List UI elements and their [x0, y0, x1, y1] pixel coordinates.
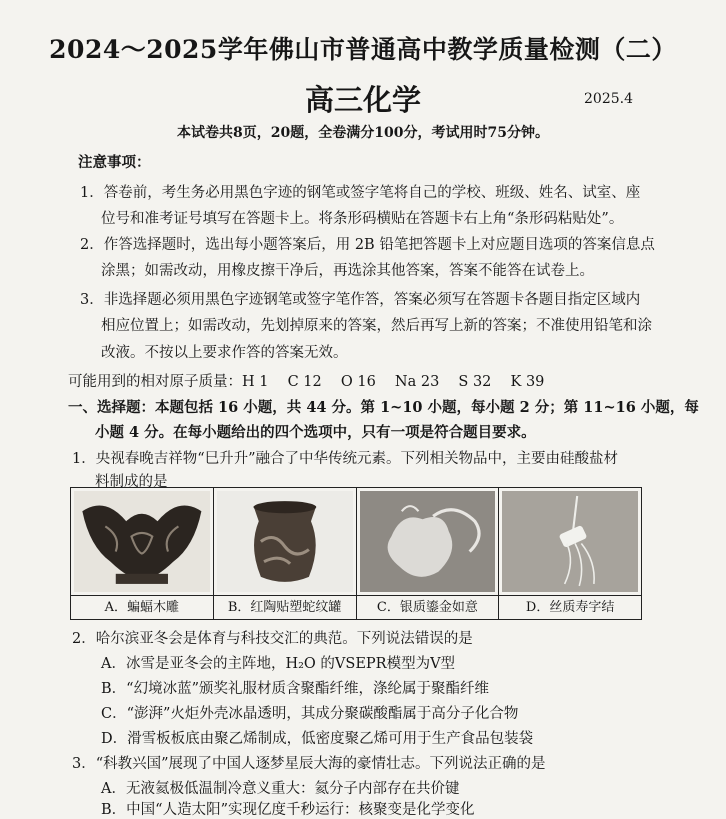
question-2-stem: 2．哈尔滨亚冬会是体育与科技交汇的典范。下列说法错误的是 [72, 631, 473, 647]
exam-date: 2025.4 [584, 91, 633, 107]
exam-info: 本试卷共8页，20题，全卷满分100分，考试用时75分钟。 [177, 125, 549, 141]
silk-knot-photo [502, 491, 638, 592]
question-1-options-table [70, 487, 642, 620]
option-d-label: D．丝质寿字结 [499, 595, 641, 619]
option-b-label: B．红陶贴塑蛇纹罐 [214, 595, 356, 619]
option-b-cell [214, 488, 357, 619]
notice-item-1-line-2: 位号和准考证号填写在答题卡上。将条形码横贴在答题卡右上角“条形码粘贴处”。 [101, 211, 624, 227]
atomic-masses: 可能用到的相对原子质量：H 1 C 12 O 16 Na 23 S 32 K 39 [68, 374, 545, 390]
question-2-option-b: B．“幻境冰蓝”颁奖礼服材质含聚酯纤维，涤纶属于聚酯纤维 [101, 681, 489, 697]
section-1-line-1: 一、选择题：本题包括 16 小题，共 44 分。第 1~10 小题，每小题 2 分；第 11~16 小题，每 [68, 399, 699, 416]
option-a-cell [71, 488, 214, 619]
question-1-line-2: 料制成的是 [95, 474, 168, 490]
notice-item-3-line-1: 3．非选择题必须用黑色字迹钢笔或签字笔作答，答案必须写在答题卡各题目指定区域内 [80, 292, 641, 308]
notice-item-2-line-1: 2．作答选择题时，选出每小题答案后，用 2B 铅笔把答题卡上对应题目选项的答案信息点 [80, 237, 655, 253]
notice-item-2-line-2: 涂黑；如需改动，用橡皮擦干净后，再选涂其他答案，答案不能答在试卷上。 [101, 263, 594, 279]
question-1-line-1: 1．央视春晚吉祥物“巳升升”融合了中华传统元素。下列相关物品中，主要由硅酸盐材 [72, 451, 619, 467]
option-c-cell [357, 488, 500, 619]
question-3-option-b: B．中国“人造太阳”实现亿度千秒运行：核聚变是化学变化 [101, 802, 475, 818]
option-c-label: C．银质鎏金如意 [357, 595, 499, 619]
notice-item-3-line-2: 相应位置上；如需改动，先划掉原来的答案，然后再写上新的答案；不准使用铅笔和涂 [101, 318, 652, 334]
pottery-jar-photo [217, 491, 353, 592]
question-2-option-d: D．滑雪板板底由聚乙烯制成，低密度聚乙烯可用于生产食品包装袋 [101, 731, 534, 747]
section-1-line-2: 小题 4 分。在每小题给出的四个选项中，只有一项是符合题目要求。 [95, 424, 536, 441]
notice-item-3-line-3: 改液。不按以上要求作答的答案无效。 [101, 345, 348, 361]
question-2-option-a: A．冰雪是亚冬会的主阵地，H₂O 的VSEPR模型为V型 [101, 656, 456, 672]
exam-title: 2024～2025学年佛山市普通高中教学质量检测（二） [49, 35, 677, 64]
notice-heading: 注意事项： [78, 154, 151, 171]
question-3-stem: 3．“科教兴国”展现了中国人逐梦星辰大海的豪情壮志。下列说法正确的是 [72, 756, 546, 772]
exam-subject: 高三化学 [304, 83, 421, 117]
bat-wood-carving-photo [74, 491, 210, 592]
question-3-option-a: A．无液氦极低温制冷意义重大：氦分子内部存在共价键 [101, 781, 460, 797]
option-d-cell [499, 488, 641, 619]
silver-ruyi-photo [360, 491, 496, 592]
option-a-label: A．蝙蝠木雕 [71, 595, 213, 619]
notice-item-1-line-1: 1．答卷前，考生务必用黑色字迹的钢笔或签字笔将自己的学校、班级、姓名、试室、座 [80, 185, 641, 201]
question-2-option-c: C．“澎湃”火炬外壳冰晶透明，其成分聚碳酸酯属于高分子化合物 [101, 706, 519, 722]
